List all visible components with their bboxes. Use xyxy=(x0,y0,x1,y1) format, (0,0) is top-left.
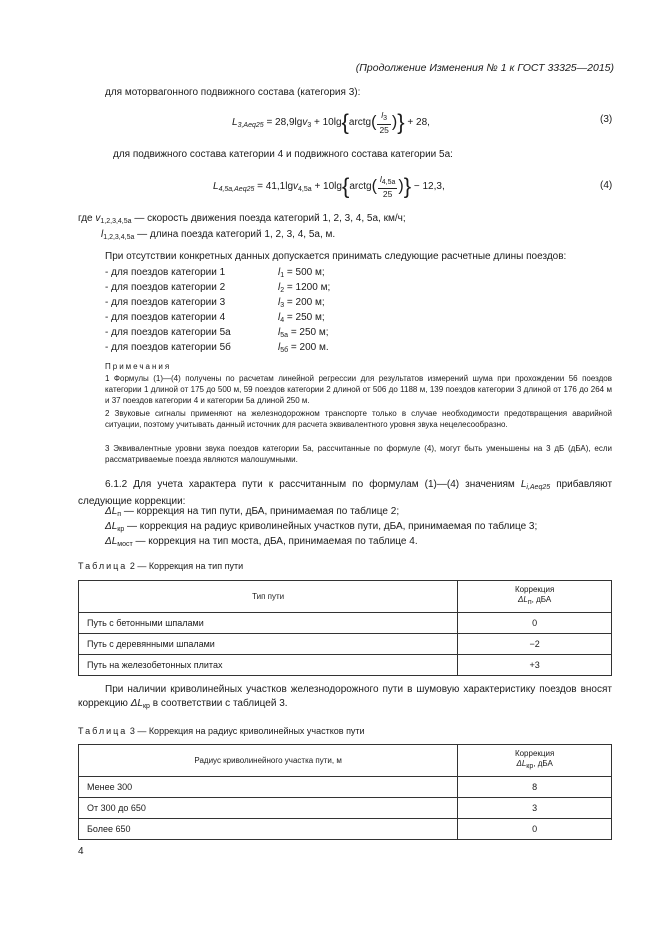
table-2 xyxy=(78,580,612,676)
table-3-caption: Таблица 3 — Коррекция на радиус криволинейных участков пути xyxy=(78,726,365,736)
table-row: Путь на железобетонных плитах +3 xyxy=(79,655,612,676)
page-header: (Продолжение Изменения № 1 к ГОСТ 33325—2015) xyxy=(355,62,614,74)
correction-curve-radius: $\Delta L_{кр}$ — коррекция на радиус криволинейных участков пути, дБА, принимаемая по таблице 3; xyxy=(105,521,538,533)
list-item: - для поездов категории 3 xyxy=(105,297,226,308)
table-2-caption: Таблица 2 — Коррекция на тип пути xyxy=(78,561,244,571)
table-row: От 300 до 650 3 xyxy=(79,798,612,819)
page-number: 4 xyxy=(78,846,84,857)
table-row: Более 650 0 xyxy=(79,819,612,840)
formula-3: $L_{3,Aeq25} = 28,9\lg v_3$ + 10lg{arctg( $\frac{l_3}{25}$ )} + 28, xyxy=(232,109,430,135)
table-2-header-correction: Коррекция $\Delta L_п$, дБА xyxy=(458,581,612,613)
correction-bridge-type: $\Delta L_{мост}$ — коррекция на тип моста, дБА, принимаемая по таблице 4. xyxy=(105,536,418,548)
intro-category-3: для моторвагонного подвижного состава (категория 3): xyxy=(105,87,361,98)
table-row: Путь с бетонными шпалами 0 xyxy=(79,613,612,634)
list-item-value: $l_4 = 250$ м; xyxy=(278,312,325,324)
list-item: - для поездов категории 5а xyxy=(105,327,231,338)
list-item: - для поездов категории 2 xyxy=(105,282,226,293)
table-3-header-radius: Радиус криволинейного участка пути, м xyxy=(79,745,458,777)
list-item: - для поездов категории 4 xyxy=(105,312,226,323)
table-row: Менее 300 8 xyxy=(79,777,612,798)
section-6-1-2-text: 6.1.2 Для учета характера пути к рассчитанным по формулам (1)—(4) значениям $L_{i,Aeq25}$ прибавляют следующие коррекции: xyxy=(78,479,613,507)
curve-correction-text: При наличии криволинейных участков железнодорожного пути в шумовую характеристику поездов вносят коррекцию $\Delta L_{кр}$ в соответствии с таблицей 3. xyxy=(78,684,612,710)
table-row: Путь с деревянными шпалами −2 xyxy=(79,634,612,655)
note-3: 3 Эквивалентные уровни звука поездов категории 5а, рассчитанные по формуле (4), могут быть уменьшены на 3 дБ (дБА), если рассматриваемые поезда являются малошумными. xyxy=(105,444,612,464)
intro-category-4-5a: для подвижного состава категории 4 и подвижного состава категории 5а: xyxy=(113,149,453,160)
formula-4-number: (4) xyxy=(600,180,613,191)
table-2-header-type: Тип пути xyxy=(79,581,458,613)
table-3 xyxy=(78,744,612,840)
formula-3-number: (3) xyxy=(600,114,613,125)
list-item: - для поездов категории 5б xyxy=(105,342,231,353)
where-v-line: где $v_{1,2,3,4,5a}$ — скорость движения поезда категорий 1, 2, 3, 4, 5а, км/ч; xyxy=(78,213,406,225)
formula-4: $L_{4,5a,Aeq25} = 41,1\lg v_{4,5a}$ + 10lg{arctg( $\frac{l_{4,5a}}{25}$ )} − 12,3, xyxy=(213,173,445,199)
list-item-value: $l_{5а} = 250$ м; xyxy=(278,327,329,339)
list-item: - для поездов категории 1 xyxy=(105,267,226,278)
note-1: 1 Формулы (1)—(4) получены по расчетам линейной регрессии для результатов измерений шума при прохождении 56 поездов категории 1 длиной от 175 до 500 м, 59 поездов категории 2 длиной от 506 до 1188 м, 139 поездов категории 3 длиной от 176 до 264 м и 37 поездов категории 4 и категории 5а длиной 250 м. xyxy=(105,374,612,405)
where-l-line: $l_{1,2,3,4,5a}$ — длина поезда категорий 1, 2, 3, 4, 5а, м. xyxy=(101,229,336,241)
notes-heading: Примечания xyxy=(105,362,172,371)
list-item-value: $l_3 = 200$ м; xyxy=(278,297,325,309)
list-item-value: $l_{5б} = 200$ м. xyxy=(278,342,329,354)
correction-track-type: $\Delta L_п$ — коррекция на тип пути, дБА, принимаемая по таблице 2; xyxy=(105,506,400,518)
table-3-header-correction: Коррекция $\Delta L_{кр}$, дБА xyxy=(458,745,612,777)
absence-text: При отсутствии конкретных данных допускается принимать следующие расчетные длины поездов: xyxy=(105,251,567,262)
list-item-value: $l_1 = 500$ м; xyxy=(278,267,325,279)
list-item-value: $l_2 = 1200$ м; xyxy=(278,282,331,294)
note-2: 2 Звуковые сигналы применяют на железнодорожном транспорте только в случае необходимости предотвращения аварийной ситуации, поэтому учитывать данный источник для расчета эквивалентного уровня звука нецелесообразно. xyxy=(105,409,612,429)
